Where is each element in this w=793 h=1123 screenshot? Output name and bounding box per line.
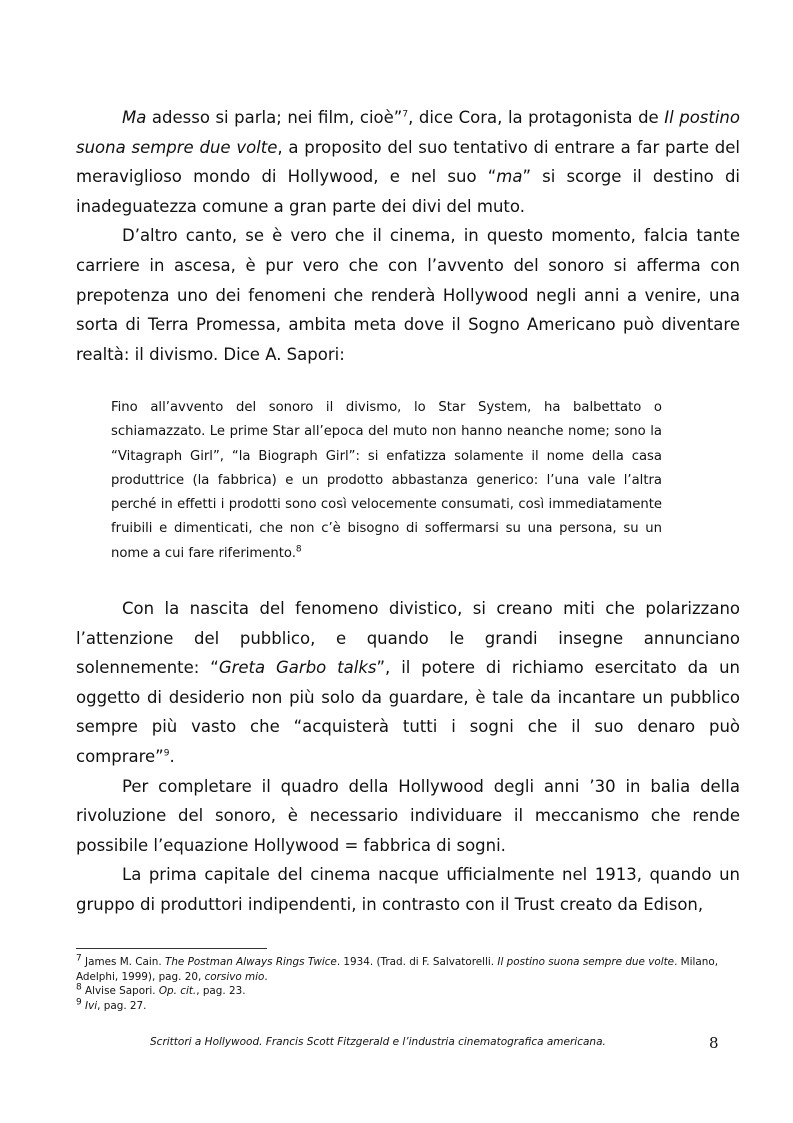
body-text-top bbox=[76, 103, 740, 369]
text-run: ”, il potere di richiamo esercitato da un oggetto di desiderio non più solo da guardare, è tale da incantare un pubblico sempre più vasto che “acquisterà tutti i sogni che il suo denaro può comprare” bbox=[76, 658, 740, 766]
text-run: . 1934. (Trad. di F. Salvatorelli. bbox=[336, 956, 498, 968]
text-run: , pag. 23. bbox=[196, 985, 246, 998]
footnotes bbox=[76, 955, 746, 1013]
paragraph-4: Per completare il quadro della Hollywood degli anni ’30 in balia della rivoluzione del sonoro, è necessario individuare il meccanismo che rende possibile l’equazione Hollywood = fabbrica di sogni. bbox=[76, 776, 740, 855]
italic-note: Op. cit. bbox=[158, 985, 197, 998]
footnote-number: 8 bbox=[76, 982, 82, 993]
text-run: , dice Cora, la protagonista de bbox=[408, 108, 665, 127]
text-run: ” si scorge il destino di inadeguatezza comune a gran parte dei divi del muto. bbox=[76, 167, 740, 216]
italic-quote: Greta Garbo talks bbox=[218, 658, 377, 678]
footnote-8 bbox=[76, 984, 746, 999]
paragraph-1 bbox=[76, 103, 740, 221]
text-run: , pag. 27. bbox=[97, 999, 147, 1012]
text-run: James M. Cain. bbox=[81, 956, 165, 968]
body-text-bottom bbox=[76, 594, 740, 920]
text-run: , a proposito del suo tentativo di entrare a far parte del meraviglioso mondo di Hollywood, e nel suo “ bbox=[76, 137, 740, 187]
running-footer: Scrittori a Hollywood. Francis Scott Fitzgerald e l’industria cinematografica americana. bbox=[150, 1036, 606, 1048]
footnote-ref-8: 8 bbox=[295, 544, 302, 555]
quote-body: Fino all’avvento del sonoro il divismo, lo Star System, ha balbettato o schiamazzato. Le prime Star all’epoca del muto non hanno neanche nome; sono la “Vitagraph Girl”, “la Biograph Girl”: si enfatizza solamente il nome della casa produttrice (la fabbrica) e un prodotto abbastanza generico: l’una vale l’altra perché in effetti i prodotti sono così velocemente consumati, così immediatamente fruibili e dimenticati, che non c’è bisogno di soffermarsi su una persona, su un nome a cui fare riferimento. bbox=[111, 400, 662, 561]
italic-ma: Ma bbox=[122, 108, 147, 127]
italic-note: Ivi bbox=[85, 999, 98, 1012]
footnote-ref-7: 7 bbox=[402, 109, 409, 120]
text-run: Con la nascita del fenomeno divistico, si creano miti che polarizzano l’attenzione del pubblico, e quando le grandi insegne annunciano solennemente: “ bbox=[76, 599, 740, 678]
italic-note: corsivo mio bbox=[204, 970, 265, 983]
book-title: The Postman Always Rings Twice bbox=[164, 956, 337, 968]
italic-ma: ma bbox=[496, 167, 523, 187]
block-quote bbox=[111, 396, 662, 566]
footnote-9 bbox=[76, 999, 746, 1014]
footnote-separator bbox=[76, 948, 267, 949]
text-run: . bbox=[169, 746, 175, 766]
text-run: Alvise Sapori. bbox=[81, 985, 159, 998]
text-run: . bbox=[264, 970, 268, 983]
text-run: adesso si parla; nei film, cioè” bbox=[146, 108, 403, 127]
paragraph-5: La prima capitale del cinema nacque ufficialmente nel 1913, quando un gruppo di produttori indipendenti, in contrasto con il Trust creato da Edison, bbox=[76, 865, 740, 914]
footnote-number: 9 bbox=[76, 997, 82, 1008]
quote-text bbox=[111, 396, 662, 566]
paragraph-2: D’altro canto, se è vero che il cinema, in questo momento, falcia tante carriere in ascesa, è pur vero che con l’avvento del sonoro si afferma con prepotenza uno dei fenomeni che renderà Hollywood negli anni a venire, una sorta di Terra Promessa, ambita meta dove il Sogno Americano può diventare realtà: il divismo. Dice A. Sapori: bbox=[76, 226, 740, 364]
footnote-ref-9: 9 bbox=[163, 748, 170, 759]
page-number: 8 bbox=[709, 1034, 719, 1052]
paragraph-3 bbox=[76, 594, 740, 772]
footnote-7 bbox=[76, 955, 746, 984]
text-run: . Milano, Adelphi, 1999), pag. 20, bbox=[76, 956, 719, 983]
footnote-number: 7 bbox=[76, 953, 82, 964]
book-title: Il postino suona sempre due volte bbox=[76, 108, 740, 157]
book-title: Il postino suona sempre due volte bbox=[497, 956, 675, 968]
